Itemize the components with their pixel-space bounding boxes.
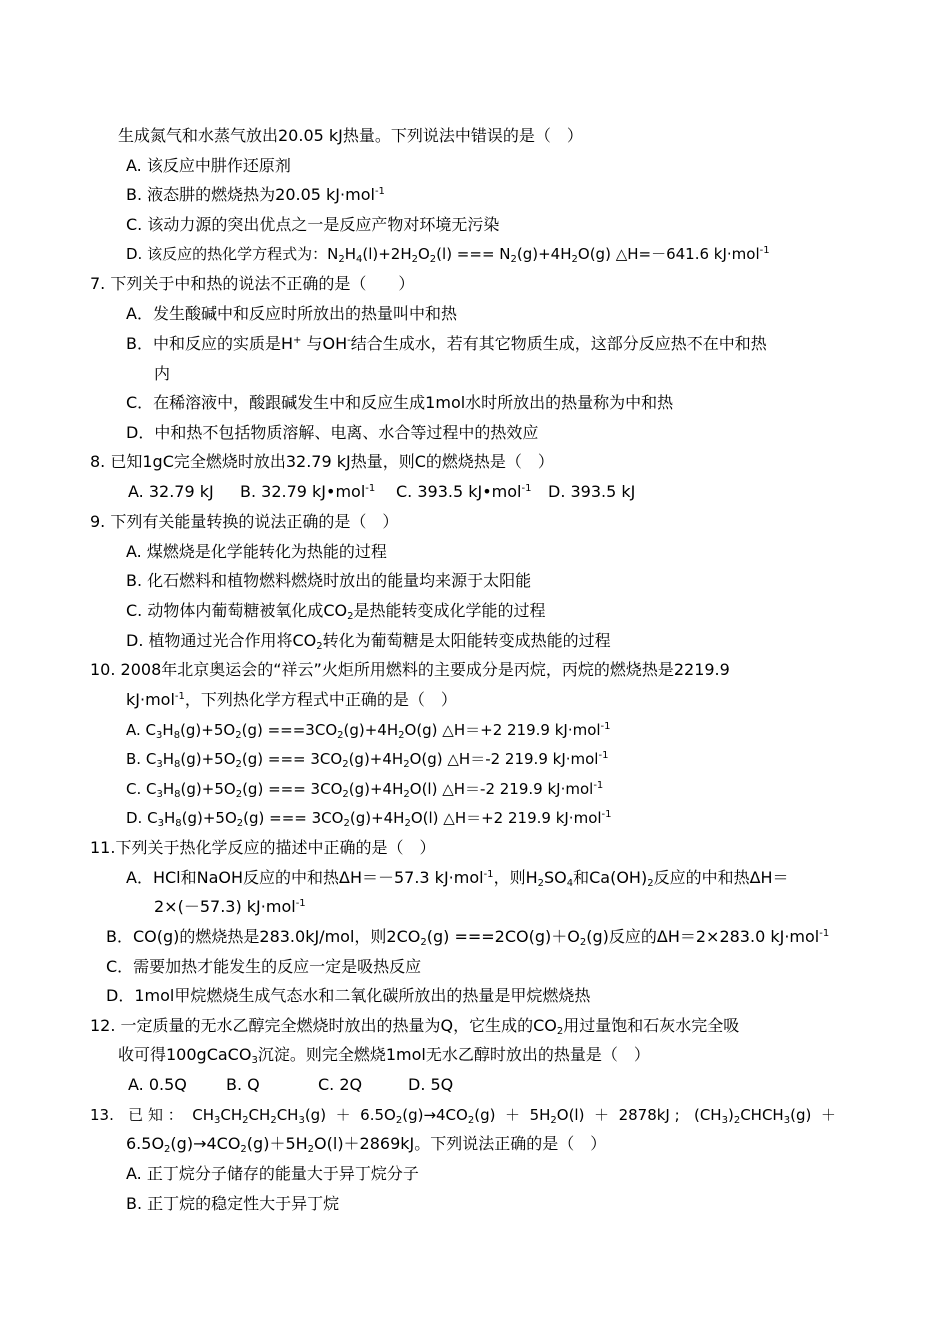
q11-option-a: A．HCl和NaOH反应的中和热ΔH＝－57.3 kJ·mol$^{-1}$，则$H_2SO_4$和$Ca(OH)_2$反应的中和热ΔH＝ (126, 868, 789, 889)
q10-option-c: C. $C_3H_8(g)+5O_2(g)$ === $3CO_2(g)+4H_2O(l)$ △H＝-2 219.9 kJ·mol$^{-1}$ (126, 780, 604, 800)
q12-stem-continuation: 收可得100gCaCO$_3$沉淀。则完全燃烧1mol无水乙醇时放出的热量是（ ） (118, 1045, 650, 1066)
q8-option-b: B. 32.79 kJ•mol$^{-1}$ (240, 482, 376, 501)
q10-option-d: D. $C_3H_8(g)+5O_2(g)$ === $3CO_2(g)+4H_2O(l)$ △H＝+2 219.9 kJ·mol$^{-1}$ (126, 809, 612, 829)
q9-option-d: D. 植物通过光合作用将$CO_2$转化为葡萄糖是太阳能转变成热能的过程 (126, 631, 611, 652)
q8-option-d: D. 393.5 kJ (548, 482, 636, 501)
q7-stem: 7. 下列关于中和热的说法不正确的是（ ） (90, 274, 415, 293)
q12-option-c: C. 2Q (318, 1075, 363, 1094)
q13-option-a: A. 正丁烷分子储存的能量大于异丁烷分子 (126, 1164, 419, 1183)
q7-option-a: A．发生酸碱中和反应时所放出的热量叫中和热 (126, 304, 457, 323)
q12-option-b: B. Q (226, 1075, 260, 1094)
q8-option-a: A. 32.79 kJ (128, 482, 214, 501)
q10-option-b: B. $C_3H_8(g)+5O_2(g)$ === $3CO_2(g)+4H_2O(g)$ △H＝-2 219.9 kJ·mol$^{-1}$ (126, 750, 609, 770)
q7-option-c: C．在稀溶液中，酸跟碱发生中和反应生成1mol水时所放出的热量称为中和热 (126, 393, 674, 412)
q9-option-b: B. 化石燃料和植物燃料燃烧时放出的能量均来源于太阳能 (126, 571, 532, 590)
q8-stem: 8. 已知1gC完全燃烧时放出32.79 kJ热量，则C的燃烧热是（ ） (90, 452, 554, 471)
q6-option-a: A. 该反应中肼作还原剂 (126, 156, 291, 175)
q7-option-b: B．中和反应的实质是H+ 与OH-结合生成水，若有其它物质生成，这部分反应热不在中和热 (126, 334, 767, 353)
q7-option-d: D．中和热不包括物质溶解、电离、水合等过程中的热效应 (126, 423, 539, 442)
q9-stem: 9. 下列有关能量转换的说法正确的是（ ） (90, 512, 399, 531)
q10-stem-continuation: kJ·mol$^{-1}$，下列热化学方程式中正确的是（ ） (126, 690, 457, 709)
q11-option-c: C．需要加热才能发生的反应一定是吸热反应 (106, 957, 422, 976)
q7-option-b-continuation: 内 (154, 364, 171, 383)
q13-stem: 13. 已 知 ： $CH_3CH_2CH_2CH_3(g) + 6.5O_2(g)\to 4CO_2(g) + 5H_2O(l) + 2878kJ$ ; $(CH_3)_2CHCH_3(g)$ ＋ (90, 1106, 836, 1126)
q13-option-b: B. 正丁烷的稳定性大于异丁烷 (126, 1194, 340, 1213)
q6-stem-continuation: 生成氮气和水蒸气放出20.05 kJ热量。下列说法中错误的是（ ） (118, 126, 583, 145)
q9-option-a: A. 煤燃烧是化学能转化为热能的过程 (126, 542, 387, 561)
q12-option-d: D. 5Q (408, 1075, 454, 1094)
q11-stem: 11.下列关于热化学反应的描述中正确的是（ ） (90, 838, 436, 857)
q11-option-b: B．CO(g)的燃烧热是283.0kJ/mol，则$2CO_2(g) ===2CO(g)+O_2(g)$反应的ΔH＝2×283.0 kJ·mol$^{-1}$ (106, 927, 830, 948)
q10-stem: 10. 2008年北京奥运会的“祥云”火炬所用燃料的主要成分是丙烷，丙烷的燃烧热是2219.9 (90, 660, 730, 679)
q12-stem: 12. 一定质量的无水乙醇完全燃烧时放出的热量为Q，它生成的$CO_2$用过量饱和石灰水完全吸 (90, 1016, 740, 1037)
q6-option-d: D. 该反应的热化学方程式为：$N_2H_4(l)+2H_2O_2(l)$ === $N_2(g)+4H_2O(g)$ △H=－641.6 kJ·mol$^{-1}$ (126, 245, 770, 265)
q9-option-c: C. 动物体内葡萄糖被氧化成$CO_2$是热能转变成化学能的过程 (126, 601, 546, 622)
q12-option-a: A. 0.5Q (128, 1075, 187, 1094)
q6-option-b: B. 液态肼的燃烧热为20.05 kJ·mol$^{-1}$ (126, 185, 385, 204)
q13-stem-continuation: $6.5O_2(g)\to 4CO_2(g)+5H_2O(l)+2869kJ$。下列说法正确的是（ ） (126, 1134, 607, 1155)
q11-option-a-continuation: 2×(－57.3) kJ·mol$^{-1}$ (154, 897, 306, 916)
q8-option-c: C. 393.5 kJ•mol$^{-1}$ (396, 482, 532, 501)
q6-option-c: C. 该动力源的突出优点之一是反应产物对环境无污染 (126, 215, 500, 234)
q10-option-a: A. $C_3H_8(g)+5O_2(g) ===3CO_2(g)+4H_2O(g)$ △H＝+2 219.9 kJ·mol$^{-1}$ (126, 721, 611, 741)
q11-option-d: D．1mol甲烷燃烧生成气态水和二氧化碳所放出的热量是甲烷燃烧热 (106, 986, 591, 1005)
